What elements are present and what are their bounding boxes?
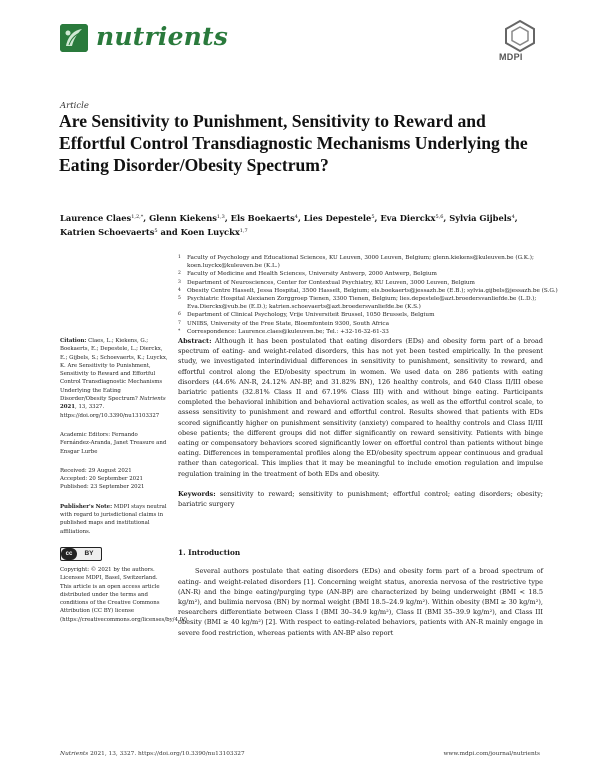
affiliations bbox=[178, 254, 578, 336]
introduction-text: Several authors postulate that eating disorders (EDs) and obesity form part of a broad spectrum of eating- and weight-related disorders [1]. Concerning weight status, anorexia nervosa of the restrictive type (AN-R) and the binge eating/purging type (AN-BP) are characterized by being underweight (BMI < 18.5 kg/m²), and bulimia nervosa (BN) by normal weight (BMI 18.5–24.9 kg/m²). Within obesity (BMI ≥ 30 kg/m²), researchers differentiate between Class I (BMI 30–34.9 kg/m²), Class II (BMI 35–39.9 kg/m²), and Class III obesity (BMI ≥ 40 kg/m²) [2]. With respect to eating-related behaviors, patients with AN-R mainly engage in severe food restriction, whereas patients with AN-BP also report bbox=[178, 567, 543, 637]
publisher-note: Publisher's Note: MDPI stays neutral with regard to jurisdictional claims in published maps and institutional affiliations. bbox=[60, 503, 167, 535]
dates bbox=[60, 467, 168, 492]
author-list bbox=[60, 211, 530, 238]
journal-name: nutrients bbox=[96, 22, 229, 51]
author: Els Boekaerts$^4$, bbox=[230, 213, 304, 223]
affiliation: 2 Faculty of Medicine and Health Sciences, University Antwerp, 2000 Antwerp, Belgium bbox=[178, 271, 437, 278]
author: Lies Depestele$^5$, bbox=[303, 213, 381, 223]
abstract: Abstract: Although it has been postulated that eating disorders (EDs) and obesity form part of a broad spectrum of eating- and weight-related disorders, this has not yet been tested empirically. In the present study, we investigated interindividual differences in sensitivity to punishment, sensitivity to reward, and effortful control along the ED/obesity spectrum in women. We used data on 286 patients with eating disorders (44.6% AN-R, 24.12% AN-BP, and 31.82% BN), 126 healthy controls, and 640 Class II/III obese bariatric patients (32.81% Class II and 67.19% Class III) with and without binge eating. Participants completed the behavioral inhibition and behavioral activation scales, as well as the effortful control scale, to assess sensitivity to punishment and reward and effortful control. Results showed that patients with EDs scored significantly higher on punishment sensitivity (anxiety) compared to healthy controls and Class II/III obese patients; the different groups did not differ significantly on reward sensitivity. Patients with binge eating or compensatory behaviors scored significantly lower on effortful control than patients without binge eating. Differences in temperamental profiles along the ED/obesity spectrum appear continuous and gradual rather than categorical. This implies that it may be meaningful to include emotion regulation and impulse regulation training in the treatment of both EDs and obesity. bbox=[178, 337, 543, 478]
doi-link[interactable]: , 13, 3327. https://doi.org/10.3390/nu13103327 bbox=[60, 404, 160, 419]
affiliation: 1 Faculty of Psychology and Educational Sciences, KU Leuven, 3000 Leuven, Belgium; glenn.kiekens@kuleuven.be (G.K.); koen.luyckx@kuleuven.be (K.L.) bbox=[178, 255, 534, 270]
accepted-date: Accepted: 20 September 2021 bbox=[60, 476, 143, 483]
correspondence: * Correspondence: Laurence.claes@kuleuven.be; Tel.: +32-16-32-61-33 bbox=[178, 328, 389, 335]
author: Koen Luyckx$^{1,7}$ bbox=[180, 226, 248, 237]
published-date: Published: 23 September 2021 bbox=[60, 484, 145, 491]
main-column bbox=[178, 336, 543, 638]
paper-title: Are Sensitivity to Punishment, Sensitivity to Reward and Effortful Control Transdiagnostic Mechanisms Underlying the Eating Disorder/Obesity Spectrum? bbox=[59, 111, 528, 175]
affiliation: 5 Psychiatric Hospital Alexianen Zorggroep Tienen, 3300 Tienen, Belgium; lies.depestele@azt.broedersvanliefde.be (L.D.); Eva.Dierckx@vub.be (E.D.); katrien.schoevaerts@azt.broedersvanliefde.be (K.S.) bbox=[178, 296, 537, 311]
footer-citation: Nutrients 2021, 13, 3327. https://doi.org/10.3390/nu13103327 bbox=[60, 751, 245, 757]
keywords: Keywords: sensitivity to reward; sensitivity to punishment; effortful control; eating disorders; obesity; bariatric surgery bbox=[178, 489, 543, 509]
sidebar bbox=[60, 337, 189, 624]
journal-logo-icon bbox=[60, 24, 88, 52]
author: Katrien Schoevaerts$^5$ and bbox=[60, 226, 181, 237]
affiliation: 3 Department of Neurosciences, Center for Contextual Psychiatry, KU Leuven, 3000 Leuven, Belgium bbox=[178, 279, 475, 286]
author: Laurence Claes$^{1,2,*}$, bbox=[60, 213, 150, 223]
received-date: Received: 29 August 2021 bbox=[60, 467, 132, 474]
cc-by-license-icon[interactable]: cc BY bbox=[60, 547, 102, 561]
affiliation: 6 Department of Clinical Psychology, Vrije Universiteit Brussel, 1050 Brussels, Belgium bbox=[178, 312, 435, 319]
copyright: Copyright: © 2021 by the authors. Licensee MDPI, Basel, Switzerland. This article is an open access article distributed under the terms and conditions of the Creative Commons Attribution (CC BY) license (https://creativecommons.org/licenses/by/4.0/). bbox=[60, 566, 189, 623]
footer-journal-link[interactable]: www.mdpi.com/journal/nutrients bbox=[443, 751, 540, 757]
mdpi-logo-icon bbox=[503, 19, 537, 53]
affiliation: 7 UNIBS, University of the Free State, Bloemfontein 9300, South Africa bbox=[178, 320, 389, 327]
affiliation: 4 Obesity Centre Hasselt, Jessa Hospital, 3500 Hasselt, Belgium; els.boekaerts@jessazh.be (E.B.); sylvia.gijbels@jessazh.be (S.G.) bbox=[178, 287, 558, 294]
author: Glenn Kiekens$^{1,3}$, bbox=[149, 213, 231, 223]
citation: Citation: Claes, L.; Kiekens, G.; Boekaerts, E.; Depestele, L.; Dierckx, E.; Gijbels, S.; Schoevaerts, K.; Luyckx, K. Are Sensitivity to Punishment, Sensitivity to Reward and Effortful Control Transdiagnostic Mechanisms Underlying the Eating Disorder/Obesity Spectrum? Nutrients 2021, 13, 3327. https://doi.org/10.3390/nu13103327 bbox=[60, 338, 168, 419]
article-type: Article bbox=[60, 101, 89, 111]
publisher-name: MDPI bbox=[499, 52, 523, 62]
author: Eva Dierckx$^{5,6}$, bbox=[380, 213, 450, 223]
academic-editors: Academic Editors: Fernando Fernández-Aranda, Janet Treasure and Ensgar Lurbe bbox=[60, 431, 167, 455]
section-heading: 1. Introduction bbox=[178, 548, 241, 558]
author: Sylvia Gijbels$^4$, bbox=[449, 213, 518, 223]
